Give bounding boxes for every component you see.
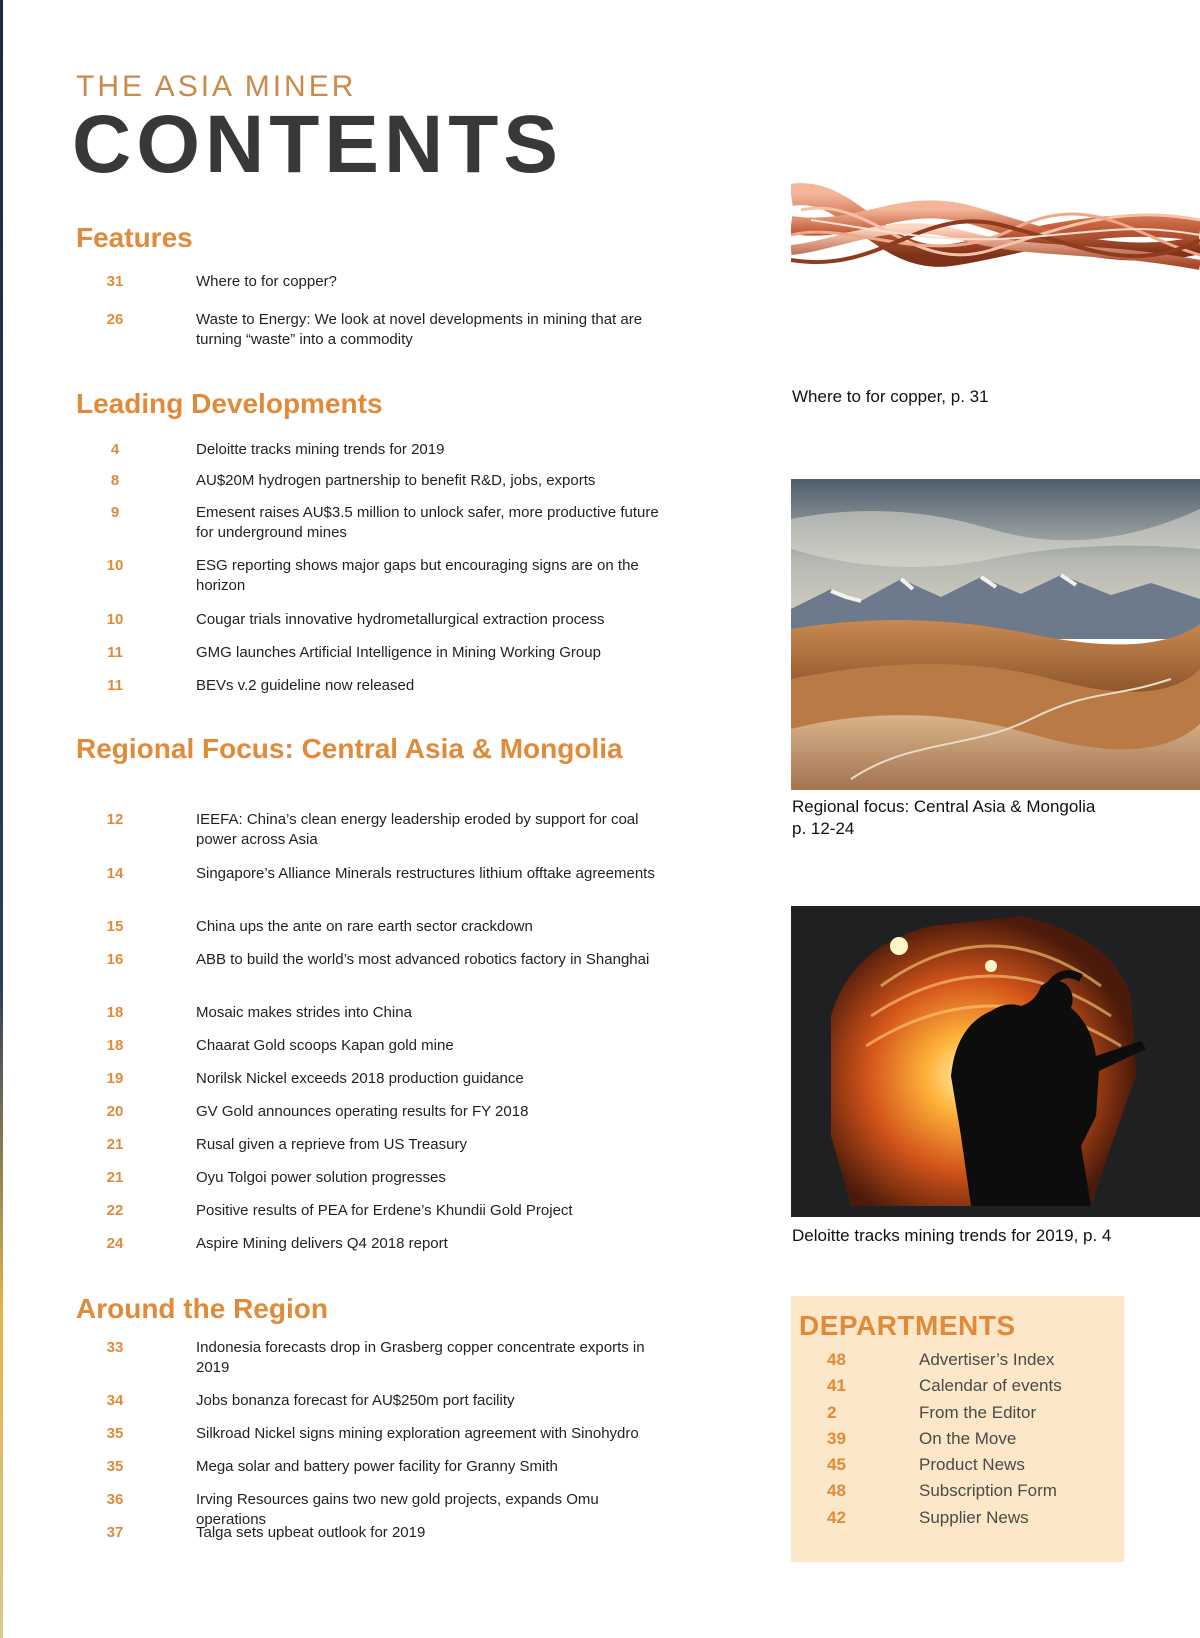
department-item[interactable] xyxy=(791,1429,1124,1453)
toc-page-number: 33 xyxy=(106,1339,124,1356)
toc-page-number: 8 xyxy=(110,472,120,489)
caption-copper: Where to for copper, p. 31 xyxy=(792,387,989,406)
toc-page-number: 35 xyxy=(106,1425,124,1442)
section-title-regional-focus: Regional Focus: Central Asia & Mongolia xyxy=(76,733,623,764)
department-item[interactable] xyxy=(791,1376,1124,1400)
section-title-leading-developments: Leading Developments xyxy=(76,388,383,419)
toc-page-number: 34 xyxy=(106,1392,124,1409)
toc-entry-text: Silkroad Nickel signs mining exploration agreement with Sinohydro xyxy=(196,1425,639,1442)
toc-entry-text: AU$20M hydrogen partnership to benefit R&D, jobs, exports xyxy=(196,472,596,489)
toc-page-number: 24 xyxy=(106,1235,124,1252)
toc-page-number: 31 xyxy=(106,273,124,290)
caption-deloitte: Deloitte tracks mining trends for 2019, p. 4 xyxy=(792,1226,1112,1245)
department-item[interactable] xyxy=(791,1455,1124,1479)
toc-entry-text: Mega solar and battery power facility for Granny Smith xyxy=(196,1458,558,1475)
magazine-brand: THE ASIA MINER xyxy=(76,70,357,103)
toc-entry-text: Jobs bonanza forecast for AU$250m port facility xyxy=(196,1392,515,1409)
toc-entry-text: China ups the ante on rare earth sector crackdown xyxy=(196,918,533,935)
department-label: Calendar of events xyxy=(919,1376,1062,1395)
toc-page-number: 19 xyxy=(106,1070,124,1087)
toc-entry-text: Deloitte tracks mining trends for 2019 xyxy=(196,441,445,458)
department-label: Subscription Form xyxy=(919,1481,1057,1500)
department-page-number: 39 xyxy=(827,1429,846,1448)
toc-entry-text: Emesent raises AU$3.5 million to unlock safer, more productive future for underground mines xyxy=(196,504,659,541)
tunnel-illustration xyxy=(791,906,1200,1217)
toc-entry-text: Indonesia forecasts drop in Grasberg copper concentrate exports in 2019 xyxy=(196,1339,645,1376)
toc-page-number: 36 xyxy=(106,1491,124,1508)
department-item[interactable] xyxy=(791,1508,1124,1532)
department-item[interactable] xyxy=(791,1403,1124,1427)
section-title-around-the-region: Around the Region xyxy=(76,1293,328,1324)
department-page-number: 2 xyxy=(827,1403,837,1422)
toc-entry-text: Aspire Mining delivers Q4 2018 report xyxy=(196,1235,448,1252)
section-title-features: Features xyxy=(76,222,193,253)
department-label: Advertiser’s Index xyxy=(919,1350,1055,1369)
caption-regional-pages: p. 12-24 xyxy=(792,819,855,838)
toc-page-number: 10 xyxy=(106,611,124,628)
toc-entry-text: Cougar trials innovative hydrometallurgical extraction process xyxy=(196,611,605,628)
department-label: Product News xyxy=(919,1455,1025,1474)
toc-page-number: 21 xyxy=(106,1136,124,1153)
toc-entry-text: Singapore’s Alliance Minerals restructures lithium offtake agreements xyxy=(196,865,655,882)
page-title: CONTENTS xyxy=(72,99,563,190)
copper-wire-image[interactable] xyxy=(791,175,1200,315)
department-item[interactable] xyxy=(791,1481,1124,1505)
department-label: From the Editor xyxy=(919,1403,1037,1422)
toc-entry-text: Norilsk Nickel exceeds 2018 production guidance xyxy=(196,1070,524,1087)
toc-entry-text: BEVs v.2 guideline now released xyxy=(196,677,415,694)
toc-entry-text: Mosaic makes strides into China xyxy=(196,1004,412,1021)
departments-box xyxy=(791,1296,1124,1562)
caption-regional xyxy=(792,796,1095,840)
toc-page-number: 18 xyxy=(106,1037,124,1054)
toc-entry-text: GMG launches Artificial Intelligence in Mining Working Group xyxy=(196,644,601,661)
toc-page-number: 11 xyxy=(107,677,123,694)
caption-regional-title: Regional focus: Central Asia & Mongolia xyxy=(792,797,1096,816)
toc-page-number: 4 xyxy=(110,441,120,458)
toc-entry-text: ABB to build the world’s most advanced robotics factory in Shanghai xyxy=(196,951,650,968)
page-edge-strip xyxy=(0,0,3,1638)
toc-entry-text: ESG reporting shows major gaps but encouraging signs are on the horizon xyxy=(196,557,639,594)
toc-page-number: 37 xyxy=(106,1524,124,1541)
department-page-number: 48 xyxy=(827,1350,846,1369)
department-page-number: 42 xyxy=(827,1508,846,1527)
copper-wire-illustration xyxy=(791,175,1200,315)
department-label: Supplier News xyxy=(919,1508,1029,1527)
department-page-number: 45 xyxy=(827,1455,846,1474)
toc-entry-text: Oyu Tolgoi power solution progresses xyxy=(196,1169,446,1186)
toc-page-number: 14 xyxy=(106,865,124,882)
toc-entry-text: GV Gold announces operating results for FY 2018 xyxy=(196,1103,529,1120)
departments-title: DEPARTMENTS xyxy=(799,1310,1016,1341)
toc-page-number: 22 xyxy=(106,1202,124,1219)
toc-page-number: 10 xyxy=(106,557,124,574)
toc-page-number: 12 xyxy=(106,811,124,828)
miner-tunnel-image[interactable] xyxy=(791,906,1200,1217)
toc-entry-text: Where to for copper? xyxy=(196,273,337,290)
toc-page-number: 21 xyxy=(106,1169,124,1186)
landscape-illustration xyxy=(791,479,1200,790)
toc-page-number: 20 xyxy=(106,1103,124,1120)
toc-page-number: 26 xyxy=(106,311,124,328)
department-page-number: 48 xyxy=(827,1481,846,1500)
toc-entry-text: IEEFA: China’s clean energy leadership eroded by support for coal power across Asia xyxy=(196,811,639,848)
department-page-number: 41 xyxy=(827,1376,846,1395)
toc-page-number: 35 xyxy=(106,1458,124,1475)
toc-entry-text: Chaarat Gold scoops Kapan gold mine xyxy=(196,1037,454,1054)
toc-entry-text: Positive results of PEA for Erdene’s Khundii Gold Project xyxy=(196,1202,573,1219)
toc-entry-text: Irving Resources gains two new gold projects, expands Omu operations xyxy=(196,1491,599,1528)
toc-page-number: 15 xyxy=(106,918,124,935)
toc-page-number: 9 xyxy=(110,504,120,521)
toc-entry-text: Waste to Energy: We look at novel developments in mining that are turning “waste” into a commodity xyxy=(196,311,643,348)
toc-page-number: 18 xyxy=(106,1004,124,1021)
toc-page-number: 16 xyxy=(106,951,124,968)
toc-entry-text: Rusal given a reprieve from US Treasury xyxy=(196,1136,467,1153)
toc-entry-text: Talga sets upbeat outlook for 2019 xyxy=(196,1524,426,1541)
department-label: On the Move xyxy=(919,1429,1017,1448)
department-item[interactable] xyxy=(791,1350,1124,1374)
mongolia-landscape-image[interactable] xyxy=(791,479,1200,790)
toc-page-number: 11 xyxy=(107,644,123,661)
